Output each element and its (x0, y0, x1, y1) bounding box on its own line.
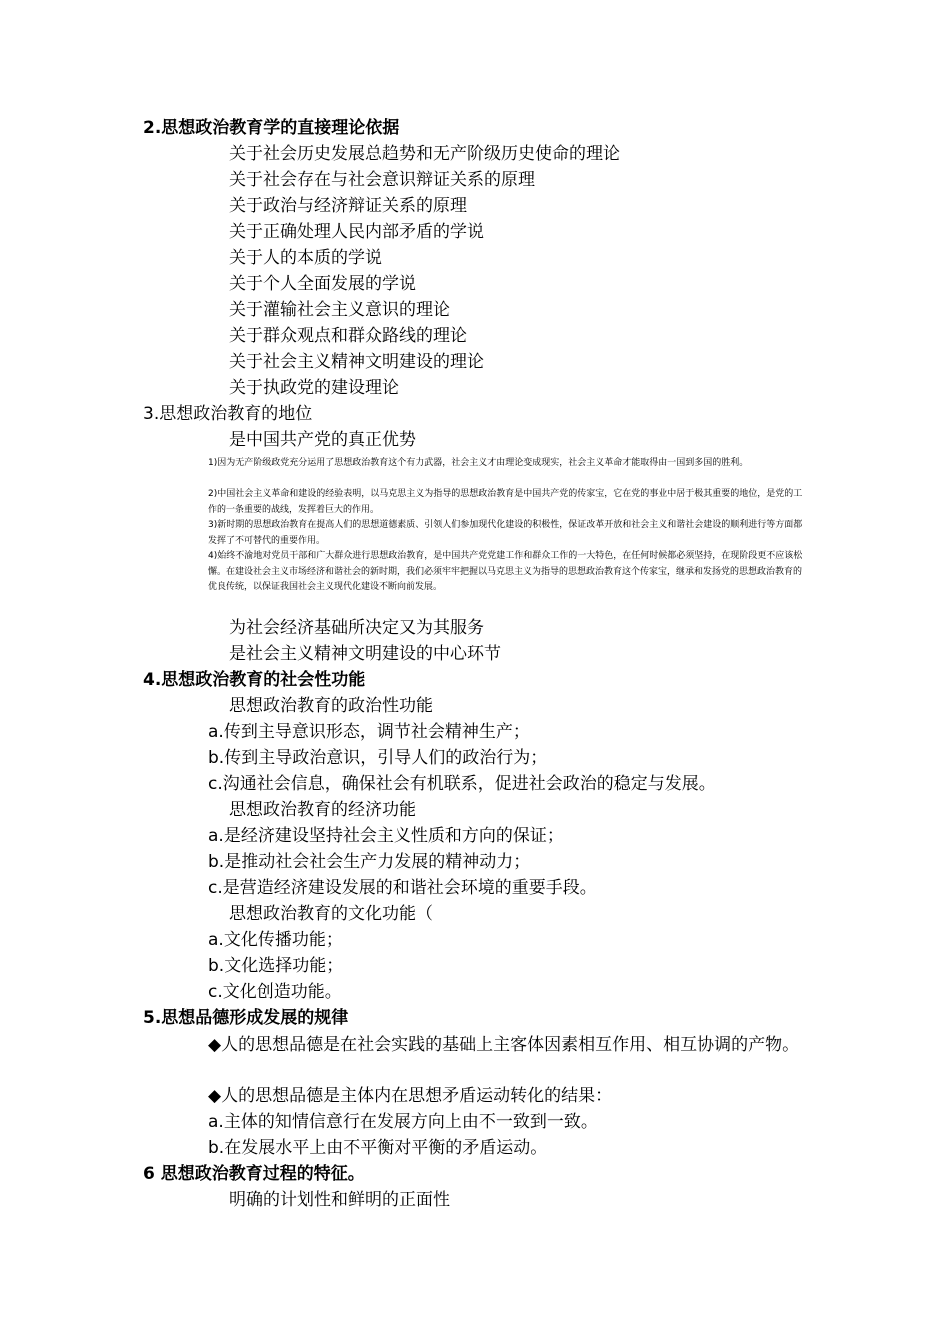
note-paragraph: 2)中国社会主义革命和建设的经验表明，以马克思主义为指导的思想政治教育是中国共产党的传家宝，它在党的事业中居于极其重要的地位，是党的工作的一条重要的战线，发挥着巨大的作用。 (208, 489, 803, 515)
list-item: a.文化传播功能； (208, 930, 343, 950)
list-item: b.是推动社会社会生产力发展的精神动力； (208, 852, 531, 872)
list-item: 为社会经济基础所决定又为其服务 (229, 618, 484, 638)
list-item: 关于社会存在与社会意识辩证关系的原理 (229, 170, 535, 190)
section-3-heading: 3.思想政治教育的地位 (143, 404, 313, 424)
list-item: a.传到主导意识形态，调节社会精神生产； (208, 722, 530, 742)
section-4-heading: 4.思想政治教育的社会性功能 (143, 670, 366, 690)
list-item: 是中国共产党的真正优势 (229, 430, 416, 450)
subheading: 思想政治教育的经济功能 (229, 800, 416, 820)
note-paragraph: 4)始终不渝地对党员干部和广大群众进行思想政治教育，是中国共产党党建工作和群众工作的一大特色，在任何时候都必须坚持，在现阶段更不应该松懈。在建设社会主义市场经济和谐社会的新时期，我们必须牢牢把握以马克思主义为指导的思想政治教育这个传家宝，继承和发扬党的思想政治教育的优良传统，以保证我国社会主义现代化建设不断向前发展。 (208, 551, 803, 592)
subheading: 思想政治教育的文化功能（ (229, 904, 433, 924)
list-item: a.是经济建设坚持社会主义性质和方向的保证； (208, 826, 564, 846)
list-item: 关于正确处理人民内部矛盾的学说 (229, 222, 484, 242)
list-item: 是社会主义精神文明建设的中心环节 (229, 644, 501, 664)
note-paragraph: 1)因为无产阶级政党充分运用了思想政治教育这个有力武器，社会主义才由理论变成现实，社会主义革命才能取得由一国到多国的胜利。 (208, 458, 749, 468)
bullet-item: ◆人的思想品德是主体内在思想矛盾运动转化的结果： (208, 1086, 613, 1106)
list-item: a.主体的知情信意行在发展方向上由不一致到一致。 (208, 1112, 598, 1132)
note-paragraph: 3)新时期的思想政治教育在提高人们的思想道德素质、引领人们参加现代化建设的积极性，保证改革开放和社会主义和谐社会建设的顺利进行等方面都发挥了不可替代的重要作用。 (208, 520, 803, 546)
list-item: 关于灌输社会主义意识的理论 (229, 300, 450, 320)
list-item: 明确的计划性和鲜明的正面性 (229, 1190, 450, 1210)
list-item: 关于政治与经济辩证关系的原理 (229, 196, 467, 216)
list-item: b.传到主导政治意识，引导人们的政治行为； (208, 748, 548, 768)
section-6-heading: 6 思想政治教育过程的特征。 (143, 1164, 365, 1184)
list-item: 关于社会历史发展总趋势和无产阶级历史使命的理论 (229, 144, 620, 164)
list-item: b.文化选择功能； (208, 956, 344, 976)
bullet-item: ◆人的思想品德是在社会实践的基础上主客体因素相互作用、相互协调的产物。 (208, 1035, 800, 1055)
list-item: 关于执政党的建设理论 (229, 378, 399, 398)
list-item: c.沟通社会信息，确保社会有机联系，促进社会政治的稳定与发展。 (208, 774, 716, 794)
list-item: 关于人的本质的学说 (229, 248, 382, 268)
list-item: c.文化创造功能。 (208, 982, 342, 1002)
list-item: c.是营造经济建设发展的和谐社会环境的重要手段。 (208, 878, 597, 898)
section-5-heading: 5.思想品德形成发展的规律 (143, 1008, 349, 1028)
list-item: 关于群众观点和群众路线的理论 (229, 326, 467, 346)
subheading: 思想政治教育的政治性功能 (229, 696, 433, 716)
list-item: 关于社会主义精神文明建设的理论 (229, 352, 484, 372)
list-item: 关于个人全面发展的学说 (229, 274, 416, 294)
list-item: b.在发展水平上由不平衡对平衡的矛盾运动。 (208, 1138, 548, 1158)
section-2-heading: 2.思想政治教育学的直接理论依据 (143, 118, 400, 138)
